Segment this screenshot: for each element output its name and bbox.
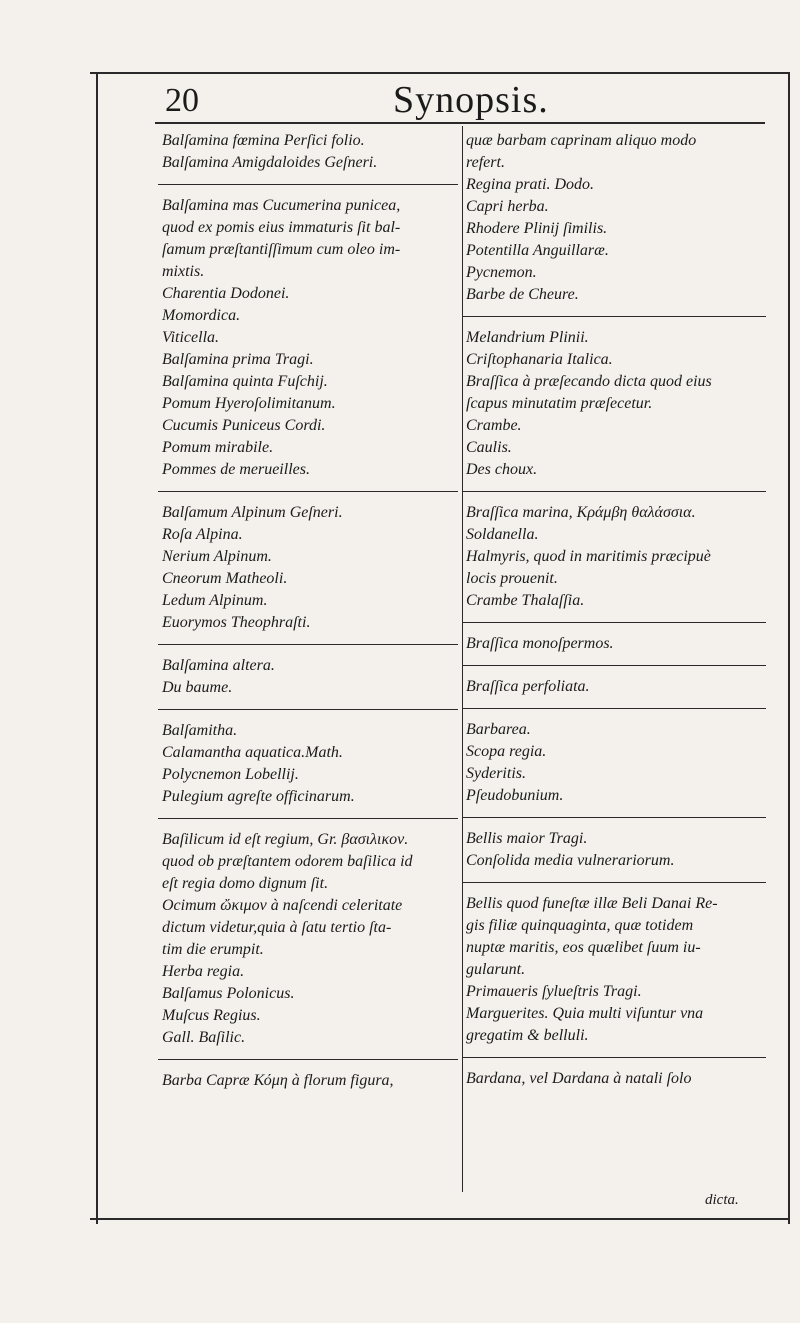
entry-block bbox=[158, 825, 458, 1053]
entry-block bbox=[462, 715, 766, 811]
entry-line: Scopa regia. bbox=[466, 743, 547, 760]
section-separator bbox=[158, 709, 458, 710]
entry-line: locis prouenit. bbox=[466, 570, 558, 587]
entry-line: Nerium Alpinum. bbox=[162, 548, 272, 565]
entry-line: Calamantha aquatica.Math. bbox=[162, 744, 343, 761]
section-separator bbox=[462, 491, 766, 492]
header-rule bbox=[155, 122, 765, 124]
entry-line: gregatim & belluli. bbox=[466, 1027, 589, 1044]
section-separator bbox=[158, 1059, 458, 1060]
entry-line: Potentilla Anguillaræ. bbox=[466, 242, 609, 259]
left-column bbox=[158, 126, 463, 1192]
section-separator bbox=[158, 491, 458, 492]
entry-line: ſamum præſtantiſſimum cum oleo im- bbox=[162, 241, 401, 258]
entry-line: Barba Capræ Κόμη à florum figura, bbox=[162, 1072, 394, 1089]
entry-line: Charentia Dodonei. bbox=[162, 285, 290, 302]
entry-line: Primaueris ſylueſtris Tragi. bbox=[466, 983, 642, 1000]
entry-block bbox=[462, 1064, 766, 1094]
entry-line: Crambe. bbox=[466, 417, 522, 434]
section-separator bbox=[462, 665, 766, 666]
entry-block bbox=[462, 126, 766, 310]
entry-line: Polycnemon Lobellij. bbox=[162, 766, 299, 783]
entry-line: Pommes de merueilles. bbox=[162, 461, 310, 478]
section-separator bbox=[462, 1057, 766, 1058]
entry-line: Rhodere Plinij ſimilis. bbox=[466, 220, 608, 237]
page-number: 20 bbox=[165, 82, 199, 119]
entry-line: Balſamitha. bbox=[162, 722, 238, 739]
entry-line: mixtis. bbox=[162, 263, 205, 280]
entry-block bbox=[158, 498, 458, 638]
entry-line: Melandrium Plinii. bbox=[466, 329, 589, 346]
entry-line: Marguerites. Quia multi viſuntur vna bbox=[466, 1005, 704, 1022]
entry-block bbox=[462, 323, 766, 485]
entry-line: quæ barbam caprinam aliquo modo bbox=[466, 132, 697, 149]
entry-block bbox=[462, 629, 766, 659]
entry-line: Balſamina quinta Fuſchij. bbox=[162, 373, 328, 390]
entry-line: Balſamina prima Tragi. bbox=[162, 351, 314, 368]
section-separator bbox=[462, 622, 766, 623]
entry-line: Roſa Alpina. bbox=[162, 526, 243, 543]
entry-line: Conſolida media vulnerariorum. bbox=[466, 852, 675, 869]
entry-line: Bellis maior Tragi. bbox=[466, 830, 588, 847]
entry-line: Balſamum Alpinum Geſneri. bbox=[162, 504, 343, 521]
entry-line: Balſamina Amigdaloides Geſneri. bbox=[162, 154, 378, 171]
page-header bbox=[165, 78, 765, 124]
entry-line: Ledum Alpinum. bbox=[162, 592, 268, 609]
entry-line: Bardana, vel Dardana à natali ſolo bbox=[466, 1070, 692, 1087]
entry-block bbox=[462, 672, 766, 702]
entry-line: Pycnemon. bbox=[466, 264, 537, 281]
entry-line: Momordica. bbox=[162, 307, 241, 324]
entry-line: Barbe de Cheure. bbox=[466, 286, 579, 303]
entry-block bbox=[158, 191, 458, 485]
entry-line: Herba regia. bbox=[162, 963, 245, 980]
entry-line: Regina prati. Dodo. bbox=[466, 176, 594, 193]
entry-line: Criſtophanaria Italica. bbox=[466, 351, 613, 368]
entry-line: nuptæ maritis, eos quælibet ſuum iu- bbox=[466, 939, 701, 956]
entry-line: quod ex pomis eius immaturis ſit bal- bbox=[162, 219, 401, 236]
entry-line: Balſamina altera. bbox=[162, 657, 275, 674]
bottom-rule bbox=[90, 1218, 790, 1220]
top-rule bbox=[90, 72, 790, 74]
entry-block bbox=[158, 651, 458, 703]
entry-line: Baſilicum id eſt regium, Gr. βασιλικον. bbox=[162, 831, 409, 848]
entry-line: gis filiæ quinquaginta, quæ totidem bbox=[466, 917, 694, 934]
entry-line: Pomum mirabile. bbox=[162, 439, 274, 456]
entry-line: Cucumis Puniceus Cordi. bbox=[162, 417, 326, 434]
entry-line: refert. bbox=[466, 154, 505, 171]
section-separator bbox=[158, 184, 458, 185]
entry-line: Braſſica monoſpermos. bbox=[466, 635, 614, 652]
entry-line: Soldanella. bbox=[466, 526, 539, 543]
entry-block bbox=[462, 498, 766, 616]
entry-line: gularunt. bbox=[466, 961, 526, 978]
entry-line: Euorymos Theophraſti. bbox=[162, 614, 311, 631]
section-separator bbox=[158, 644, 458, 645]
entry-line: Ocimum ὤκιμον à naſcendi celeritate bbox=[162, 897, 403, 914]
entry-line: Balſamina mas Cucumerina punicea, bbox=[162, 197, 401, 214]
entry-line: Braſſica perfoliata. bbox=[466, 678, 590, 695]
entry-line: Pſeudobunium. bbox=[466, 787, 564, 804]
entry-line: Crambe Thalaſſia. bbox=[466, 592, 585, 609]
section-separator bbox=[462, 316, 766, 317]
entry-line: Halmyris, quod in maritimis præcipuè bbox=[466, 548, 711, 565]
entry-line: Pulegium agreſte officinarum. bbox=[162, 788, 355, 805]
entry-line: Des choux. bbox=[466, 461, 538, 478]
entry-block bbox=[158, 716, 458, 812]
entry-block bbox=[158, 1066, 458, 1096]
right-column bbox=[462, 126, 766, 1192]
entry-line: Viticella. bbox=[162, 329, 220, 346]
entry-line: Caulis. bbox=[466, 439, 512, 456]
entry-block bbox=[158, 126, 458, 178]
section-separator bbox=[462, 708, 766, 709]
entry-line: eſt regia domo dignum ſit. bbox=[162, 875, 329, 892]
entry-line: Braſſica à præſecando dicta quod eius bbox=[466, 373, 712, 390]
entry-line: Bellis quod funeſtæ illæ Beli Danai Re- bbox=[466, 895, 718, 912]
entry-line: Balſamina fœmina Perſici folio. bbox=[162, 132, 365, 149]
entry-line: Balſamus Polonicus. bbox=[162, 985, 295, 1002]
entry-line: Pomum Hyeroſolimitanum. bbox=[162, 395, 336, 412]
entry-line: dictum videtur,quia à ſatu tertio ſta- bbox=[162, 919, 392, 936]
entry-line: Du baume. bbox=[162, 679, 233, 696]
entry-line: Braſſica marina, Κράμβη θαλάσσια. bbox=[466, 504, 696, 521]
entry-line: Barbarea. bbox=[466, 721, 531, 738]
entry-block bbox=[462, 889, 766, 1051]
entry-block bbox=[462, 824, 766, 876]
entry-line: Cneorum Matheoli. bbox=[162, 570, 288, 587]
section-separator bbox=[158, 818, 458, 819]
entry-line: tim die erumpit. bbox=[162, 941, 264, 958]
catchword: dicta. bbox=[705, 1192, 739, 1208]
entry-line: Muſcus Regius. bbox=[162, 1007, 261, 1024]
running-title: Synopsis. bbox=[393, 79, 549, 121]
entry-line: quod ob præſtantem odorem baſilica id bbox=[162, 853, 413, 870]
entry-line: Gall. Baſilic. bbox=[162, 1029, 246, 1046]
section-separator bbox=[462, 882, 766, 883]
entry-line: Syderitis. bbox=[466, 765, 526, 782]
section-separator bbox=[462, 817, 766, 818]
entry-line: ſcapus minutatim præſecetur. bbox=[466, 395, 653, 412]
entry-line: Capri herba. bbox=[466, 198, 549, 215]
